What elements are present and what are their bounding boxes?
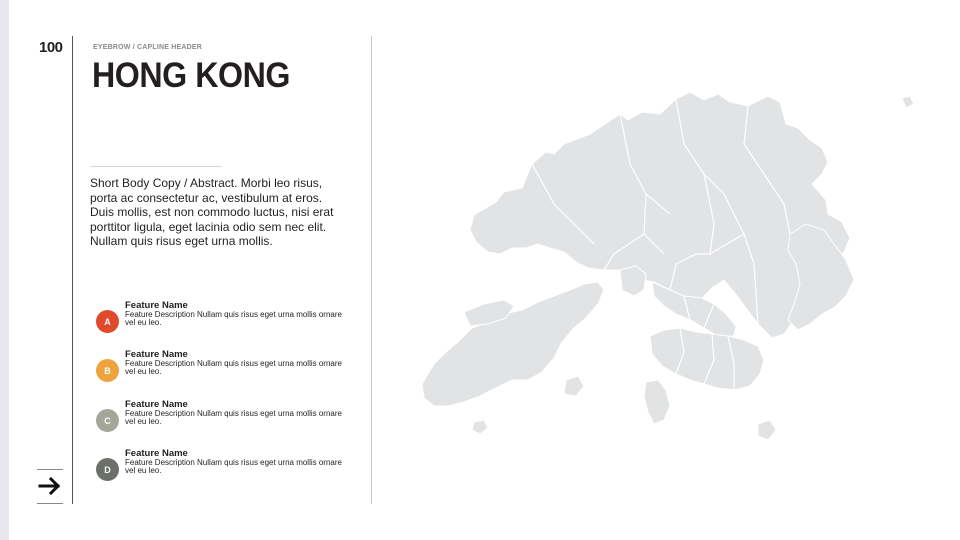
feature-name-b: Feature Name bbox=[125, 349, 188, 360]
left-edge-strip bbox=[0, 0, 9, 540]
feature-name-c: Feature Name bbox=[125, 399, 188, 410]
hong-kong-map bbox=[414, 84, 924, 454]
feature-description-c: Feature Description Nullam quis risus eget urna mollis ornare vel eu leo. bbox=[125, 409, 342, 426]
content-divider bbox=[371, 36, 372, 504]
nav-rule-bottom bbox=[37, 503, 63, 504]
page-number: 100 bbox=[39, 39, 63, 56]
feature-name-a: Feature Name bbox=[125, 300, 188, 311]
map-region-cheung-chau bbox=[564, 376, 584, 396]
body-copy: Short Body Copy / Abstract. Morbi leo risus, porta ac consectetur ac, vestibulum at eros. Duis mollis, est non commodo luctus, nisi erat porttitor ligula, eget lacinia odio sem nec elit. Nullam quis risus eget urna mollis. bbox=[90, 176, 334, 249]
feature-badge-a: A bbox=[96, 310, 119, 333]
map-region-tap-mun bbox=[902, 96, 914, 108]
left-divider bbox=[72, 36, 73, 504]
feature-badge-b: B bbox=[96, 359, 119, 382]
feature-badge-c: C bbox=[96, 409, 119, 432]
map-region-hong-kong-island bbox=[650, 328, 764, 390]
map-region-soko bbox=[472, 420, 488, 434]
nav-rule-top bbox=[37, 469, 63, 470]
feature-description-d: Feature Description Nullam quis risus eget urna mollis ornare vel eu leo. bbox=[125, 458, 342, 475]
map-region-po-toi bbox=[758, 420, 776, 440]
feature-description-a: Feature Description Nullam quis risus eget urna mollis ornare vel eu leo. bbox=[125, 310, 342, 327]
feature-description-b: Feature Description Nullam quis risus eget urna mollis ornare vel eu leo. bbox=[125, 359, 342, 376]
page-title: HONG KONG bbox=[92, 56, 291, 95]
arrow-right-icon[interactable] bbox=[38, 475, 62, 497]
map-region-lamma bbox=[644, 380, 670, 424]
map-region-tsing-yi bbox=[620, 266, 646, 296]
map-landmass bbox=[422, 92, 914, 440]
feature-badge-d: D bbox=[96, 458, 119, 481]
feature-name-d: Feature Name bbox=[125, 448, 188, 459]
eyebrow-header: EYEBROW / CAPLINE HEADER bbox=[93, 44, 203, 51]
title-rule bbox=[90, 166, 222, 167]
